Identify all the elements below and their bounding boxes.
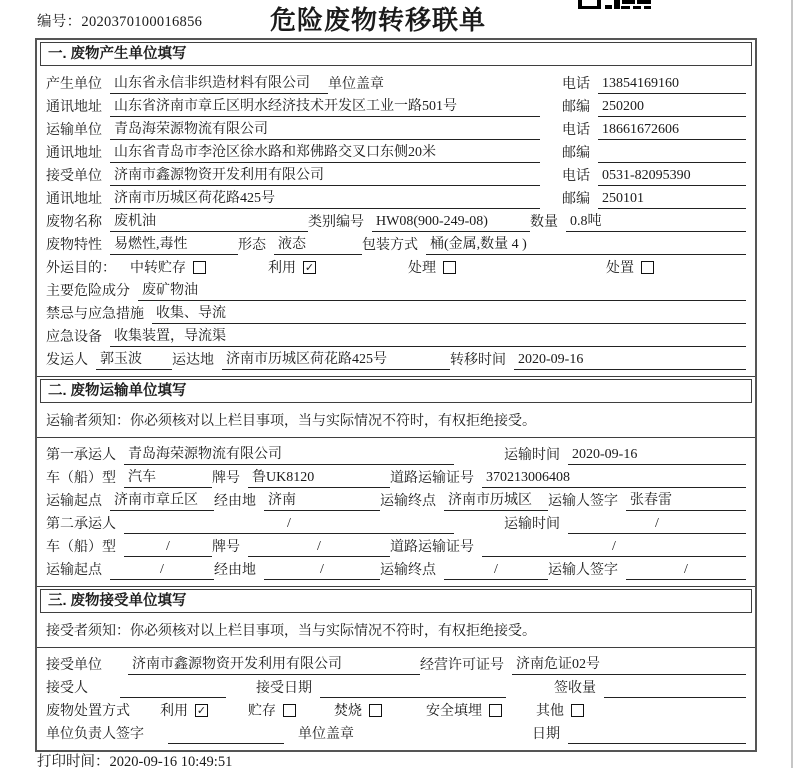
field-label: 车（船）型 xyxy=(46,540,116,555)
field-label: 应急设备 xyxy=(46,330,102,345)
field-label: 运输人签字 xyxy=(548,563,618,578)
form-field: 0.8吨 xyxy=(566,212,746,232)
form-field: 桶(金属,数量 4 ) xyxy=(426,235,746,255)
checkbox-label: 利用 xyxy=(268,261,296,276)
form-field: 济南市鑫源物资开发利用有限公司 xyxy=(110,166,540,186)
form-field: / xyxy=(568,514,746,534)
field-label: 运达地 xyxy=(172,353,214,368)
checkbox-checked xyxy=(268,259,316,278)
checkbox-box-icon xyxy=(571,704,584,717)
form-field: 青岛海荣源物流有限公司 xyxy=(110,120,540,140)
field-label: 运输终点 xyxy=(380,494,436,509)
checkbox-box-icon xyxy=(283,704,296,717)
form-field: 2020-09-16 xyxy=(514,350,746,370)
field-label: 外运目的： xyxy=(46,261,116,276)
field-label: 道路运输证号 xyxy=(390,471,474,486)
checkbox-label: 焚烧 xyxy=(334,704,362,719)
field-label: 牌号 xyxy=(212,471,240,486)
field-label: 废物特性 xyxy=(46,238,102,253)
form-field: 250200 xyxy=(598,97,746,117)
form-field: 济南 xyxy=(264,491,380,511)
checkbox-unchecked xyxy=(334,702,382,721)
form-row xyxy=(46,301,746,324)
checkbox-box-icon xyxy=(369,704,382,717)
form-field: 鲁UK8120 xyxy=(248,468,390,488)
field-label: 废物名称 xyxy=(46,215,102,230)
field-label: 运输时间 xyxy=(504,448,560,463)
field-label: 邮编 xyxy=(562,146,590,161)
section-waste-generator xyxy=(37,42,755,376)
field-label: 运输起点 xyxy=(46,494,102,509)
form-row xyxy=(46,465,746,488)
section-header: 三. 废物接受单位填写 xyxy=(40,589,752,613)
field-label: 废物处置方式 xyxy=(46,704,130,719)
form-field: 废机油 xyxy=(110,212,308,232)
form-field: 山东省青岛市李沧区徐水路和郑佛路交叉口东侧20米 xyxy=(110,143,540,163)
form-field: 山东省永信非织造材料有限公司 xyxy=(110,74,328,94)
field-label: 第二承运人 xyxy=(46,517,116,532)
form-field: 济南市历城区荷花路425号 xyxy=(222,350,450,370)
field-label: 接受日期 xyxy=(256,681,312,696)
form-field: 济南市章丘区 xyxy=(110,491,214,511)
field-label: 第一承运人 xyxy=(46,448,116,463)
checkbox-label: 其他 xyxy=(536,704,564,719)
field-label: 电话 xyxy=(562,123,590,138)
checkbox-unchecked xyxy=(130,259,206,278)
checkbox-label: 中转贮存 xyxy=(130,261,186,276)
form-field: 13854169160 xyxy=(598,74,746,94)
form-row xyxy=(46,675,746,698)
form-row xyxy=(46,71,746,94)
form-field xyxy=(168,725,284,744)
field-label: 数量 xyxy=(530,215,558,230)
checkbox-unchecked xyxy=(606,259,654,278)
field-label: 接受单位 xyxy=(46,169,102,184)
field-label: 单位负责人签字 xyxy=(46,727,144,742)
form-field xyxy=(320,679,506,698)
form-field: 收集装置，导流渠 xyxy=(110,327,746,347)
form-field: 山东省济南市章丘区明水经济技术开发区工业一路501号 xyxy=(110,97,540,117)
form-row xyxy=(46,186,746,209)
print-time-label: 打印时间： xyxy=(37,754,110,768)
form-field: 2020-09-16 xyxy=(568,445,746,465)
checkbox-box-icon: ✓ xyxy=(304,261,315,274)
form-field: / xyxy=(124,514,454,534)
page-title: 危险废物转移联单 xyxy=(269,5,486,35)
field-label: 通讯地址 xyxy=(46,100,102,115)
checkbox-label: 利用 xyxy=(160,704,188,719)
checkbox-label: 处置 xyxy=(606,261,634,276)
form-field: 370213006408 xyxy=(482,468,746,488)
form-field: / xyxy=(264,560,380,580)
section-rows xyxy=(37,67,755,376)
form-row xyxy=(46,652,746,675)
form-row xyxy=(46,698,746,721)
field-label: 车（船）型 xyxy=(46,471,116,486)
form-row xyxy=(46,94,746,117)
form-row xyxy=(46,278,746,301)
form-field: 液态 xyxy=(274,235,362,255)
form-field: / xyxy=(124,537,212,557)
form-field: 0531-82095390 xyxy=(598,166,746,186)
form-field: 250101 xyxy=(598,189,746,209)
form-field: / xyxy=(248,537,390,557)
section-rows xyxy=(37,648,755,750)
field-label: 电话 xyxy=(562,169,590,184)
form-field: 废矿物油 xyxy=(138,281,746,301)
section-header: 二. 废物运输单位填写 xyxy=(40,379,752,403)
checkbox-box-icon xyxy=(489,704,502,717)
field-label: 邮编 xyxy=(562,100,590,115)
field-label: 禁忌与应急措施 xyxy=(46,307,144,322)
form-row xyxy=(46,488,746,511)
field-label: 发运人 xyxy=(46,353,88,368)
field-label: 经由地 xyxy=(214,494,256,509)
form-field xyxy=(598,144,746,163)
field-label: 运输起点 xyxy=(46,563,102,578)
form-row xyxy=(46,232,746,255)
form-field: 济南市历城区荷花路425号 xyxy=(110,189,540,209)
form-field: HW08(900-249-08) xyxy=(372,212,530,232)
checkbox-label: 安全填埋 xyxy=(426,704,482,719)
print-time-value: 2020-09-16 10:49:51 xyxy=(109,754,233,768)
form-row xyxy=(46,347,746,370)
field-label: 签收量 xyxy=(554,681,596,696)
doc-number-value: 2020370100016856 xyxy=(81,14,203,30)
form-row xyxy=(46,557,746,580)
field-label: 单位盖章 xyxy=(298,727,354,742)
form-row xyxy=(46,209,746,232)
form-field: 济南危证02号 xyxy=(512,655,746,675)
checkbox-box-icon: ✓ xyxy=(196,704,207,717)
field-label: 经营许可证号 xyxy=(420,658,504,673)
checkbox-unchecked xyxy=(408,259,456,278)
field-label: 转移时间 xyxy=(450,353,506,368)
checkbox-label: 贮存 xyxy=(248,704,276,719)
hazardous-waste-transfer-form xyxy=(35,38,757,752)
checkbox-label: 处理 xyxy=(408,261,436,276)
field-label: 通讯地址 xyxy=(46,146,102,161)
field-label: 接受人 xyxy=(46,681,88,696)
form-field: 收集、导流 xyxy=(152,304,746,324)
field-label: 运输单位 xyxy=(46,123,102,138)
form-field: 易燃性,毒性 xyxy=(110,235,238,255)
section-header: 一. 废物产生单位填写 xyxy=(40,42,752,66)
field-label: 日期 xyxy=(532,727,560,742)
document-header xyxy=(0,0,796,38)
transporter-notice: 运输者须知：你必须核对以上栏目事项，当与实际情况不符时，有权拒绝接受。 xyxy=(37,404,755,438)
field-label: 单位盖章 xyxy=(328,77,384,92)
form-field: 郭玉波 xyxy=(96,350,172,370)
checkbox-box-icon xyxy=(193,261,206,274)
field-label: 牌号 xyxy=(212,540,240,555)
field-label: 运输人签字 xyxy=(548,494,618,509)
form-field: 济南市鑫源物资开发利用有限公司 xyxy=(128,655,420,675)
form-field xyxy=(604,679,746,698)
checkbox-checked xyxy=(160,702,208,721)
page-edge-line xyxy=(791,0,793,768)
form-field: / xyxy=(444,560,548,580)
form-row xyxy=(46,511,746,534)
field-label: 邮编 xyxy=(562,192,590,207)
form-field: 青岛海荣源物流有限公司 xyxy=(124,445,454,465)
checkbox-unchecked xyxy=(248,702,296,721)
form-row xyxy=(46,255,746,278)
field-label: 电话 xyxy=(562,77,590,92)
checkbox-box-icon xyxy=(641,261,654,274)
field-label: 经由地 xyxy=(214,563,256,578)
form-row xyxy=(46,721,746,744)
field-label: 产生单位 xyxy=(46,77,102,92)
form-row xyxy=(46,117,746,140)
field-label: 运输时间 xyxy=(504,517,560,532)
field-label: 主要危险成分 xyxy=(46,284,130,299)
section-rows xyxy=(37,438,755,586)
doc-number-label: 编号： xyxy=(37,14,82,30)
field-label: 道路运输证号 xyxy=(390,540,474,555)
form-field xyxy=(120,679,226,698)
form-field: 济南市历城区 xyxy=(444,491,548,511)
form-field: / xyxy=(110,560,214,580)
checkbox-box-icon xyxy=(443,261,456,274)
form-row xyxy=(46,534,746,557)
field-label: 接受单位 xyxy=(46,658,102,673)
form-row xyxy=(46,442,746,465)
section-waste-transporter xyxy=(37,376,755,586)
form-row xyxy=(46,324,746,347)
form-field: 18661672606 xyxy=(598,120,746,140)
field-label: 运输终点 xyxy=(380,563,436,578)
field-label: 通讯地址 xyxy=(46,192,102,207)
form-field: 张春雷 xyxy=(626,491,746,511)
print-time xyxy=(37,750,232,768)
form-field: / xyxy=(482,537,746,557)
field-label: 形态 xyxy=(238,238,266,253)
form-row xyxy=(46,163,746,186)
checkbox-unchecked xyxy=(536,702,584,721)
qr-code-fragment xyxy=(578,0,652,10)
field-label: 包装方式 xyxy=(362,238,418,253)
section-waste-receiver xyxy=(37,586,755,750)
form-field: 汽车 xyxy=(124,468,212,488)
receiver-notice: 接受者须知：你必须核对以上栏目事项，当与实际情况不符时，有权拒绝接受。 xyxy=(37,614,755,648)
field-label: 类别编号 xyxy=(308,215,364,230)
form-field xyxy=(568,725,746,744)
form-field: / xyxy=(626,560,746,580)
form-row xyxy=(46,140,746,163)
checkbox-unchecked xyxy=(426,702,502,721)
